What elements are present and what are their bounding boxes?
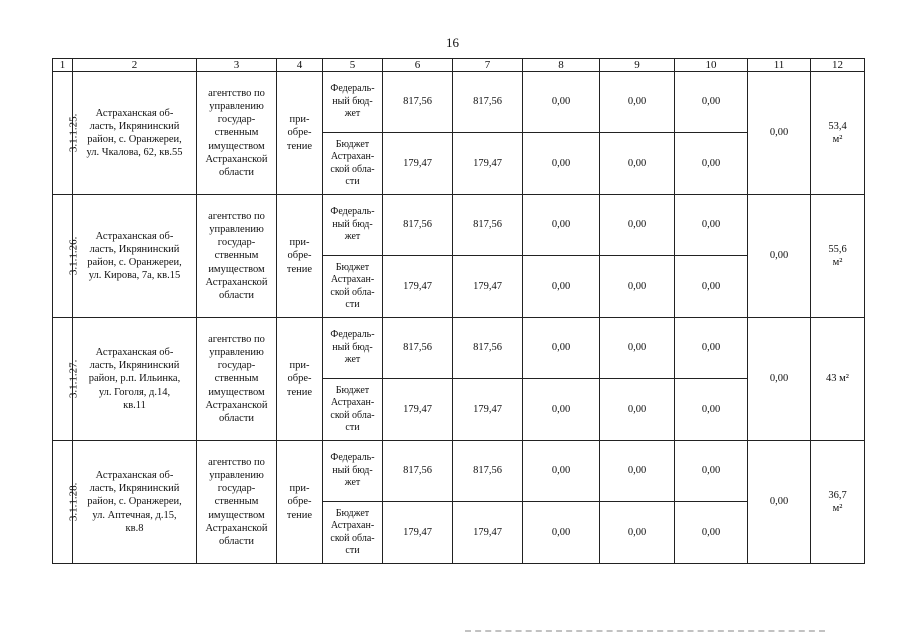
value-cell: 0,00	[675, 441, 748, 502]
table-row	[53, 72, 865, 133]
value-cell: 0,00	[600, 379, 675, 441]
value-cell: 817,56	[383, 72, 453, 133]
value-cell: 0,00	[523, 502, 600, 564]
value-cell: 817,56	[453, 318, 523, 379]
value-cell: 0,00	[675, 502, 748, 564]
col11-cell: 0,00	[748, 441, 811, 564]
method-cell: при- обре- тение	[277, 72, 323, 195]
value-cell: 179,47	[383, 379, 453, 441]
header-cell: 11	[748, 59, 811, 72]
value-cell: 0,00	[600, 502, 675, 564]
address-cell: Астраханская об- ласть, Икрянинский район, с. Оранжереи, ул. Чкалова, 62, кв.55	[73, 72, 197, 195]
value-cell: 179,47	[453, 502, 523, 564]
fund-source-cell: Федераль- ный бюд- жет	[323, 441, 383, 502]
header-cell: 3	[197, 59, 277, 72]
value-cell: 817,56	[453, 72, 523, 133]
value-cell: 0,00	[523, 379, 600, 441]
value-cell: 179,47	[383, 502, 453, 564]
fund-source-cell: Федераль- ный бюд- жет	[323, 72, 383, 133]
value-cell: 817,56	[383, 195, 453, 256]
page-number: 16	[446, 35, 459, 50]
value-cell: 0,00	[523, 318, 600, 379]
value-cell: 179,47	[383, 133, 453, 195]
value-cell: 0,00	[675, 72, 748, 133]
agency-cell: агентство по управлению государ- ственным имуществом Астраханской области	[197, 318, 277, 441]
value-cell: 817,56	[453, 441, 523, 502]
value-cell: 0,00	[675, 379, 748, 441]
header-cell: 12	[811, 59, 865, 72]
value-cell: 0,00	[600, 133, 675, 195]
table-row	[53, 441, 865, 502]
header-cell: 2	[73, 59, 197, 72]
area-cell: 36,7 м²	[811, 441, 865, 564]
row-number: 3.1.1.28.	[67, 482, 80, 522]
value-cell: 0,00	[600, 318, 675, 379]
header-cell: 8	[523, 59, 600, 72]
scan-artifact	[465, 630, 825, 636]
address-cell: Астраханская об- ласть, Икрянинский район, с. Оранжереи, ул. Кирова, 7а, кв.15	[73, 195, 197, 318]
fund-source-cell: Бюджет Астрахан- ской обла- сти	[323, 256, 383, 318]
address-cell: Астраханская об- ласть, Икрянинский район, р.п. Ильинка, ул. Гоголя, д.14, кв.11	[73, 318, 197, 441]
row-number: 3.1.1.26.	[67, 236, 80, 276]
table-row	[53, 195, 865, 256]
value-cell: 0,00	[675, 133, 748, 195]
fund-source-cell: Федераль- ный бюд- жет	[323, 318, 383, 379]
col11-cell: 0,00	[748, 72, 811, 195]
program-table	[52, 58, 865, 564]
agency-cell: агентство по управлению государ- ственным имуществом Астраханской области	[197, 195, 277, 318]
address-cell: Астраханская об- ласть, Икрянинский район, с. Оранжереи, ул. Аптечная, д.15, кв.8	[73, 441, 197, 564]
value-cell: 0,00	[675, 318, 748, 379]
value-cell: 179,47	[383, 256, 453, 318]
value-cell: 0,00	[600, 72, 675, 133]
header-cell: 1	[53, 59, 73, 72]
col11-cell: 0,00	[748, 195, 811, 318]
row-number-cell	[53, 195, 80, 318]
value-cell: 0,00	[523, 72, 600, 133]
value-cell: 0,00	[675, 256, 748, 318]
value-cell: 179,47	[453, 379, 523, 441]
fund-source-cell: Бюджет Астрахан- ской обла- сти	[323, 502, 383, 564]
value-cell: 0,00	[600, 256, 675, 318]
area-cell: 55,6 м²	[811, 195, 865, 318]
fund-source-cell: Бюджет Астрахан- ской обла- сти	[323, 379, 383, 441]
header-cell: 4	[277, 59, 323, 72]
value-cell: 0,00	[523, 256, 600, 318]
row-number: 3.1.1.27.	[67, 359, 80, 399]
header-cell: 7	[453, 59, 523, 72]
value-cell: 0,00	[523, 441, 600, 502]
area-cell: 53,4 м²	[811, 72, 865, 195]
value-cell: 0,00	[523, 195, 600, 256]
value-cell: 179,47	[453, 256, 523, 318]
value-cell: 817,56	[453, 195, 523, 256]
row-number-cell	[53, 441, 80, 564]
value-cell: 0,00	[600, 441, 675, 502]
value-cell: 817,56	[383, 318, 453, 379]
header-cell: 6	[383, 59, 453, 72]
header-cell: 10	[675, 59, 748, 72]
header-row	[53, 59, 865, 72]
value-cell: 0,00	[600, 195, 675, 256]
row-number-cell	[53, 72, 80, 195]
row-number: 3.1.1.25.	[67, 113, 80, 153]
value-cell: 817,56	[383, 441, 453, 502]
row-number-cell	[53, 318, 80, 441]
agency-cell: агентство по управлению государ- ственным имуществом Астраханской области	[197, 441, 277, 564]
col11-cell: 0,00	[748, 318, 811, 441]
header-cell: 5	[323, 59, 383, 72]
method-cell: при- обре- тение	[277, 195, 323, 318]
header-cell: 9	[600, 59, 675, 72]
fund-source-cell: Федераль- ный бюд- жет	[323, 195, 383, 256]
value-cell: 179,47	[453, 133, 523, 195]
method-cell: при- обре- тение	[277, 441, 323, 564]
value-cell: 0,00	[523, 133, 600, 195]
method-cell: при- обре- тение	[277, 318, 323, 441]
area-cell: 43 м²	[811, 318, 865, 441]
table-row	[53, 318, 865, 379]
agency-cell: агентство по управлению государ- ственным имуществом Астраханской области	[197, 72, 277, 195]
fund-source-cell: Бюджет Астрахан- ской обла- сти	[323, 133, 383, 195]
value-cell: 0,00	[675, 195, 748, 256]
